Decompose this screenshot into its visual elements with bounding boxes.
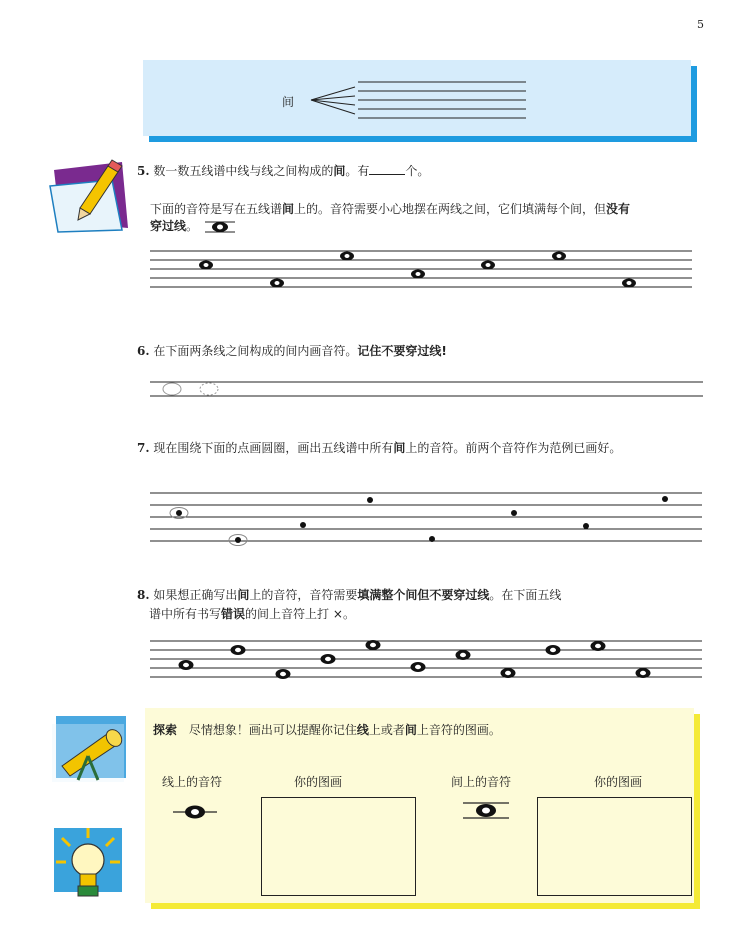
explore-prompt: 探索 尽情想象！画出可以提醒你记住线上或者间上音符的图画。 — [153, 723, 501, 737]
dot — [429, 536, 435, 542]
dot — [235, 537, 241, 543]
example-space-note — [200, 219, 240, 235]
note — [321, 654, 336, 664]
drawing-box-space-note[interactable] — [537, 797, 692, 896]
space-note-label: 间上的音符 — [451, 775, 512, 789]
dot — [367, 497, 373, 503]
drawing-box-line-note[interactable] — [261, 797, 416, 896]
line-note-label: 线上的音符 — [162, 775, 223, 789]
q5-prompt: 5. 数一数五线谱中线与线之间构成的间。有 个。 — [137, 164, 430, 178]
dot — [176, 510, 182, 516]
note — [591, 641, 606, 651]
drawing-label-2: 你的图画 — [594, 775, 643, 789]
intro-box — [143, 60, 691, 136]
example-note-outline — [163, 383, 181, 395]
answer-blank[interactable] — [369, 164, 405, 175]
lightbulb-icon — [52, 824, 124, 900]
note — [411, 662, 426, 672]
telescope-icon — [52, 714, 130, 782]
space-note-sample — [463, 800, 509, 822]
q8-staff[interactable] — [150, 638, 705, 682]
note — [546, 645, 561, 655]
note — [636, 668, 651, 678]
cross-mark: × — [332, 607, 343, 621]
note — [456, 650, 471, 660]
page-number: 5 — [697, 18, 704, 31]
explore-box — [145, 708, 694, 903]
intro-label: 间 — [282, 95, 295, 109]
note — [231, 645, 246, 655]
q5-paragraph: 下面的音符是写在五线谱间上的。音符需要小心地摆在两线之间，它们填满每个间，但没有 穿过线。 — [150, 202, 631, 233]
note — [179, 660, 194, 670]
example-note-dotted — [200, 383, 218, 395]
drawing-label-1: 你的图画 — [294, 775, 343, 789]
dot — [300, 522, 306, 528]
line-note-sample — [173, 804, 217, 820]
dot — [662, 496, 668, 502]
dot — [583, 523, 589, 529]
q6-prompt: 6. 在下面两条线之间构成的间内画音符。记住不要穿过线! — [137, 344, 447, 358]
q6-two-lines[interactable] — [150, 378, 705, 402]
dot — [511, 510, 517, 516]
note — [501, 668, 516, 678]
staff-diagram — [143, 60, 691, 136]
note — [366, 640, 381, 650]
q7-staff[interactable] — [150, 490, 705, 550]
q7-prompt: 7. 现在围绕下面的点画圆圈，画出五线谱中所有间上的音符。前两个音符作为范例已画好。 — [137, 441, 622, 455]
note — [276, 669, 291, 679]
q5-staff — [150, 248, 695, 292]
q8-prompt: 8. 如果想正确写出间上的音符，音符需要填满整个间但不要穿过线。在下面五线 谱中所有书写错误的间上音符上打 ×。 — [137, 588, 562, 621]
pencil-paper-icon — [50, 158, 130, 233]
